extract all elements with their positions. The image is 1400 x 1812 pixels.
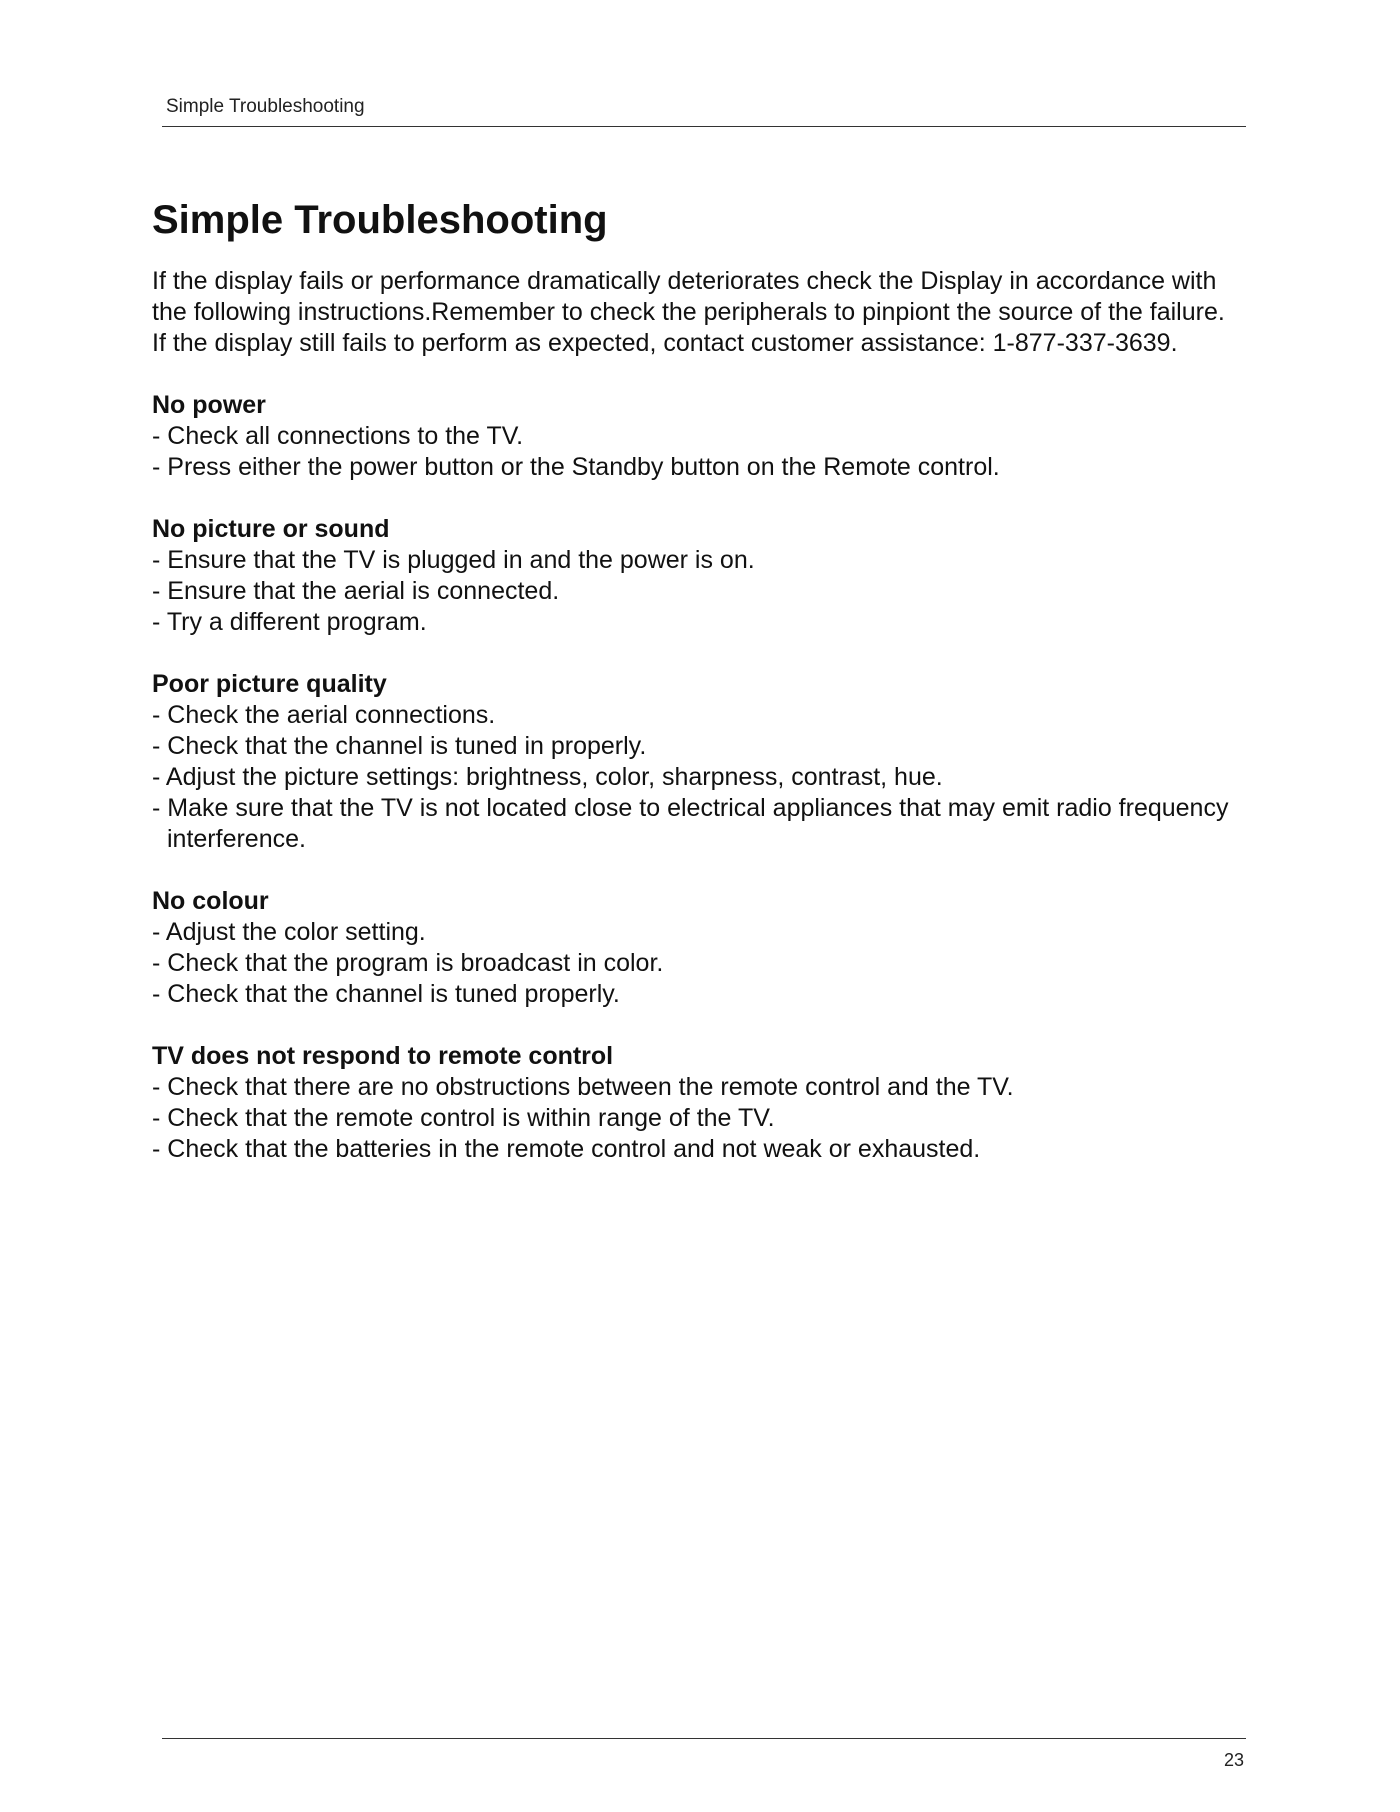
footer-rule <box>162 1738 1246 1739</box>
section-title: No picture or sound <box>152 515 390 543</box>
list-item: - Check that the remote control is within range of the TV. <box>152 1104 775 1132</box>
page-number: 23 <box>1223 1750 1244 1770</box>
list-item: - Check that the batteries in the remote control and not weak or exhausted. <box>152 1135 981 1163</box>
section-no-power <box>152 390 1232 483</box>
item-list <box>152 421 1232 483</box>
list-item: - Check that there are no obstructions between the remote control and the TV. <box>152 1073 1014 1101</box>
page-title: Simple Troubleshooting <box>152 198 608 242</box>
intro-paragraph: If the display fails or performance dramatically deteriorates check the Display in accordance with the following instructions.Remember to check the peripherals to pinpiont the source of the failure. <box>152 267 1225 326</box>
list-item: - Ensure that the TV is plugged in and the power is on. <box>152 546 755 574</box>
list-item: - Check that the channel is tuned in properly. <box>152 732 647 760</box>
page-content <box>152 192 1232 1196</box>
contact-paragraph: If the display still fails to perform as expected, contact customer assistance: 1-877-337-3639. <box>152 329 1178 357</box>
section-title: No power <box>152 391 266 419</box>
item-list <box>152 1072 1232 1165</box>
list-item: - Adjust the picture settings: brightness, color, sharpness, contrast, hue. <box>152 763 943 791</box>
item-list <box>152 917 1232 1010</box>
running-header: Simple Troubleshooting <box>166 96 365 117</box>
section-poor-picture-quality <box>152 669 1232 855</box>
section-no-colour <box>152 886 1232 1010</box>
list-item: - Ensure that the aerial is connected. <box>152 577 560 605</box>
list-item: - Make sure that the TV is not located close to electrical appliances that may emit radio frequency interference. <box>152 794 1229 853</box>
header-rule <box>162 126 1246 127</box>
section-title: No colour <box>152 887 269 915</box>
section-title: Poor picture quality <box>152 670 387 698</box>
section-no-picture-or-sound <box>152 514 1232 638</box>
section-title: TV does not respond to remote control <box>152 1042 614 1070</box>
list-item: - Check the aerial connections. <box>152 701 496 729</box>
intro <box>152 266 1232 359</box>
list-item: - Check that the channel is tuned properly. <box>152 980 620 1008</box>
list-item: - Check all connections to the TV. <box>152 422 524 450</box>
list-item: - Try a different program. <box>152 608 427 636</box>
list-item: - Adjust the color setting. <box>152 918 426 946</box>
list-item: - Check that the program is broadcast in color. <box>152 949 664 977</box>
item-list <box>152 700 1232 855</box>
section-remote-control <box>152 1041 1232 1165</box>
list-item: - Press either the power button or the Standby button on the Remote control. <box>152 453 1000 481</box>
item-list <box>152 545 1232 638</box>
